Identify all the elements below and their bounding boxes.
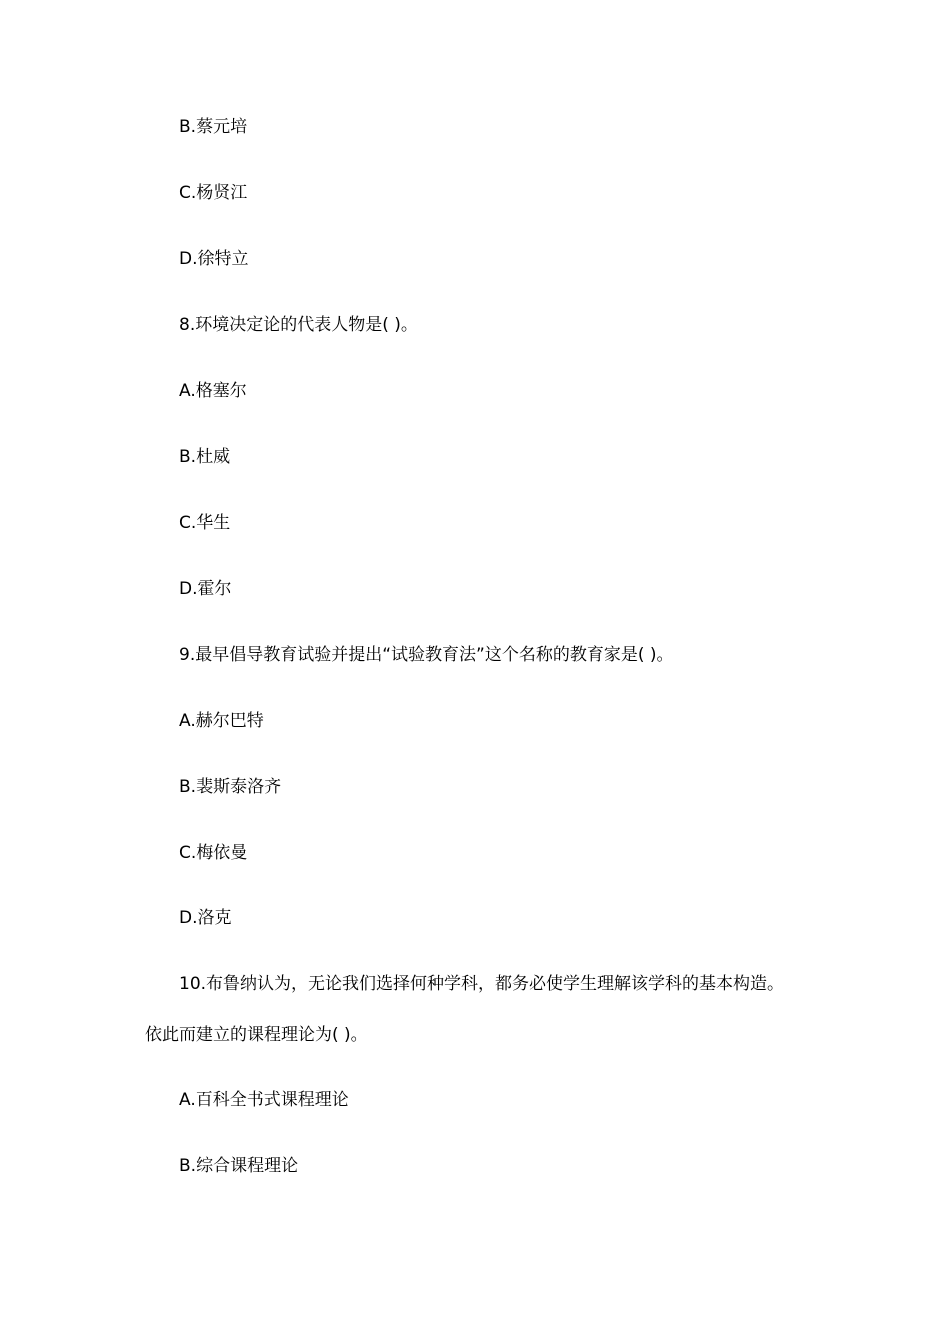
option-d-q9: D.洛克: [179, 908, 232, 928]
option-a-q10: A.百科全书式课程理论: [179, 1090, 349, 1110]
question-10-line-2: 依此而建立的课程理论为( )。: [145, 1025, 368, 1045]
question-9: 9.最早倡导教育试验并提出“试验教育法”这个名称的教育家是( )。: [179, 645, 674, 665]
option-b-q9: B.裴斯泰洛齐: [179, 777, 282, 797]
question-8: 8.环境决定论的代表人物是( )。: [179, 315, 418, 335]
option-a-q8: A.格塞尔: [179, 381, 247, 401]
option-c-q8: C.华生: [179, 513, 231, 533]
option-b-q7: B.蔡元培: [179, 117, 248, 137]
option-b-q10: B.综合课程理论: [179, 1156, 299, 1176]
option-c-q9: C.梅依曼: [179, 843, 248, 863]
question-10-line-1: 10.布鲁纳认为，无论我们选择何种学科，都务必使学生理解该学科的基本构造。: [179, 974, 785, 994]
option-d-q7: D.徐特立: [179, 249, 249, 269]
option-c-q7: C.杨贤江: [179, 183, 248, 203]
option-a-q9: A.赫尔巴特: [179, 711, 264, 731]
option-b-q8: B.杜威: [179, 447, 231, 467]
option-d-q8: D.霍尔: [179, 579, 232, 599]
